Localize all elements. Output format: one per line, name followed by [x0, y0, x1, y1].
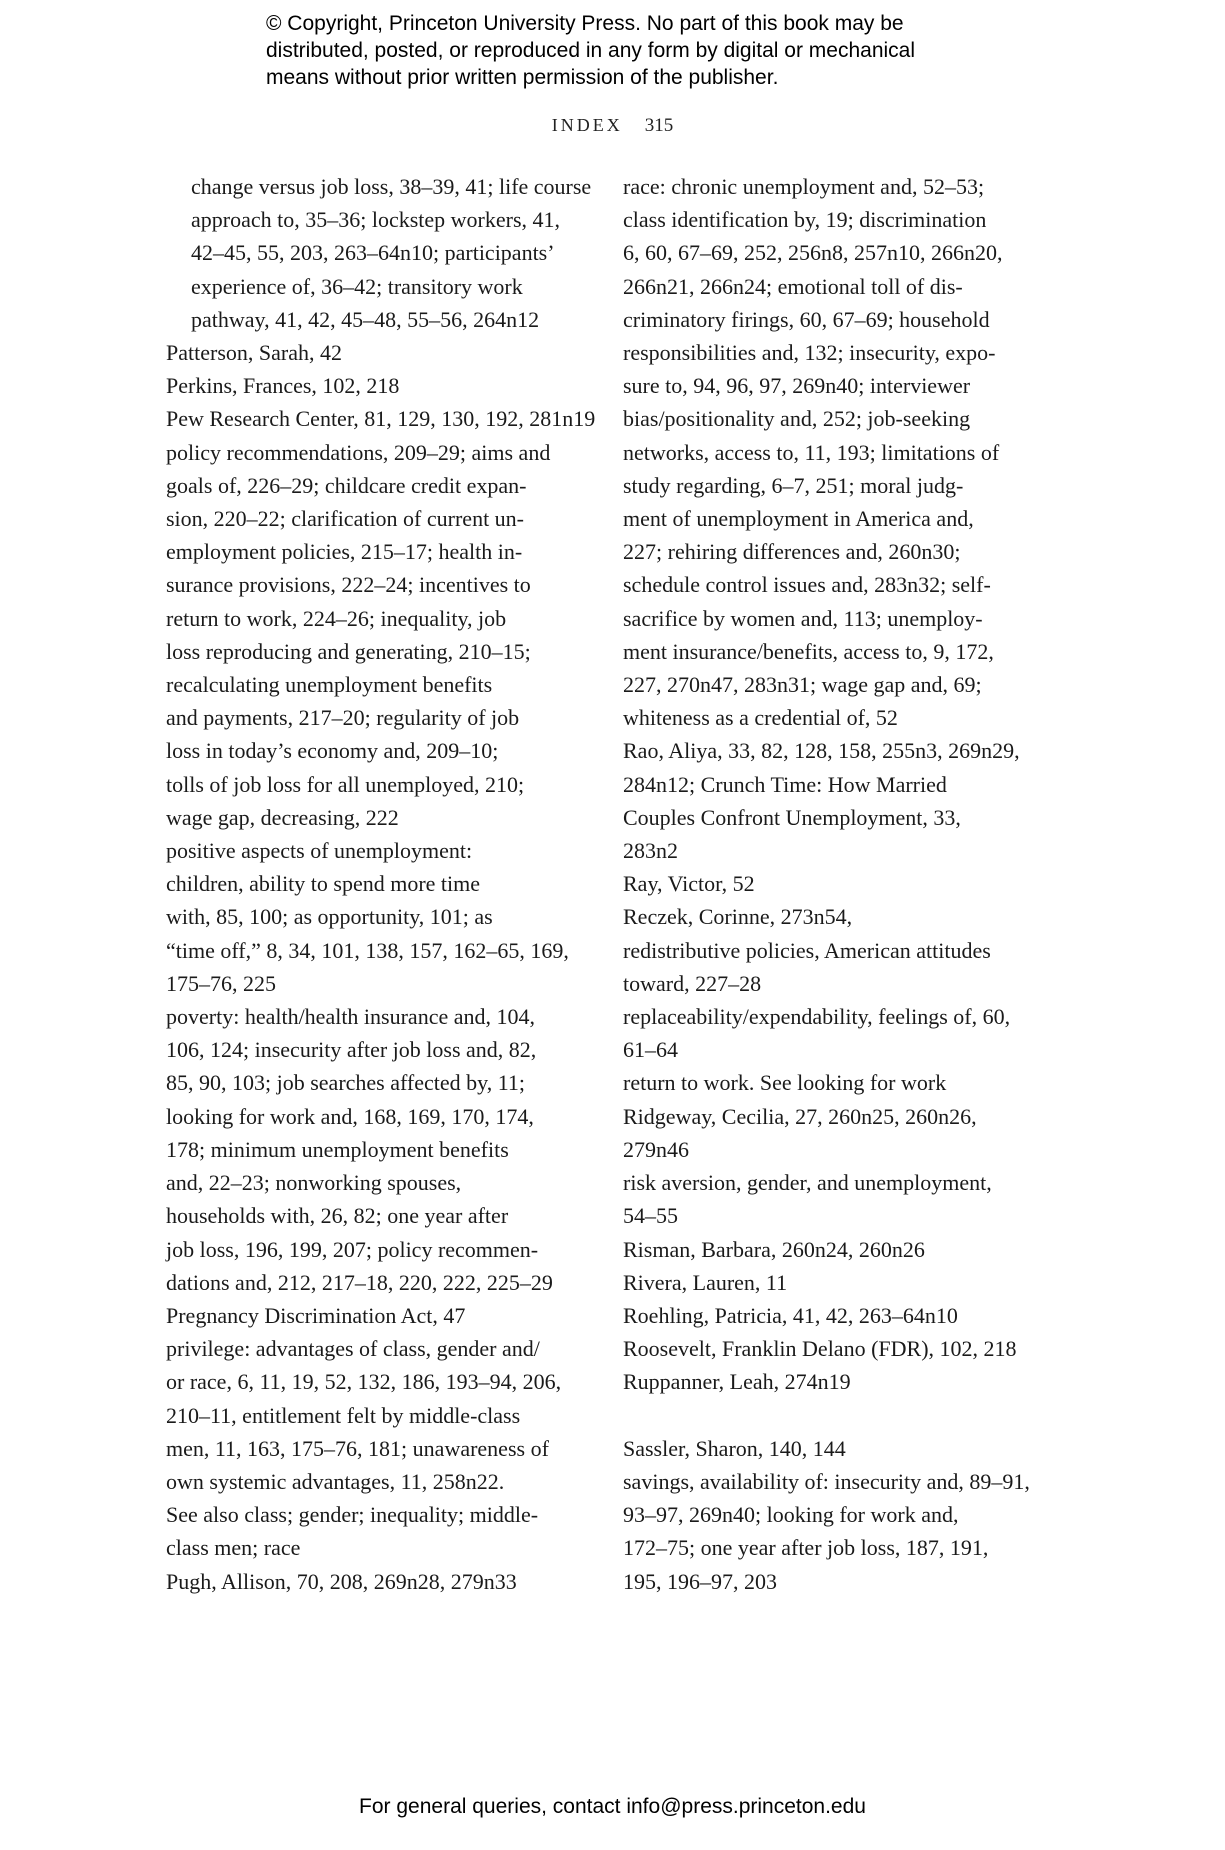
index-entry-line: 93–97, 269n40; looking for work and,: [623, 1502, 959, 1528]
index-entry-line: households with, 26, 82; one year after: [166, 1203, 509, 1229]
index-entry-line: 266n21, 266n24; emotional toll of dis-: [623, 273, 963, 299]
index-entry: [623, 934, 1053, 1000]
copyright-notice: [266, 10, 1026, 91]
index-entry-line: toward, 227–28: [623, 970, 762, 996]
index-entry: [623, 1166, 1053, 1232]
index-entry-line: tolls of job loss for all unemployed, 210;: [166, 771, 525, 797]
index-entry-line: savings, availability of: insecurity and, 89–91,: [623, 1468, 1030, 1494]
index-entry-line: whiteness as a credential of, 52: [623, 705, 898, 731]
index-entry-line: looking for work and, 168, 169, 170, 174,: [166, 1103, 534, 1129]
index-entry-line: 42–45, 55, 203, 263–64n10; participants’: [191, 240, 555, 266]
index-entry-line: Perkins, Frances, 102, 218: [166, 373, 400, 399]
index-entry-line: replaceability/expendability, feelings of, 60,: [623, 1004, 1011, 1030]
index-entry-line: with, 85, 100; as opportunity, 101; as: [166, 904, 493, 930]
index-entry-line: 54–55: [623, 1203, 678, 1229]
index-entry-line: 6, 60, 67–69, 252, 256n8, 257n10, 266n20,: [623, 240, 1003, 266]
index-entry-line: privilege: advantages of class, gender and/: [166, 1336, 540, 1362]
index-entry-line: Roehling, Patricia, 41, 42, 263–64n10: [623, 1302, 958, 1328]
index-entry: [166, 369, 586, 402]
index-entry-line: risk aversion, gender, and unemployment,: [623, 1170, 992, 1196]
index-entry-line: 175–76, 225: [166, 970, 276, 996]
index-entry-line: “time off,” 8, 34, 101, 138, 157, 162–65, 169,: [166, 937, 569, 963]
index-entry: [623, 1233, 1053, 1266]
index-entry-line: job loss, 196, 199, 207; policy recommen-: [166, 1236, 539, 1262]
running-head: [0, 115, 1225, 137]
index-entry-line: recalculating unemployment benefits: [166, 672, 493, 698]
index-entry-line: and, 22–23; nonworking spouses,: [166, 1170, 462, 1196]
index-entry: [623, 1266, 1053, 1299]
index-entry-line: study regarding, 6–7, 251; moral judg-: [623, 472, 964, 498]
index-entry-line: dations and, 212, 217–18, 220, 222, 225–29: [166, 1269, 553, 1295]
letter-section-gap: [623, 1399, 1053, 1432]
index-entry-line: 195, 196–97, 203: [623, 1568, 777, 1594]
index-entry-line: policy recommendations, 209–29; aims and: [166, 439, 551, 465]
index-entry-line: or race, 6, 11, 19, 52, 132, 186, 193–94, 206,: [166, 1369, 562, 1395]
index-entry-line: poverty: health/health insurance and, 104,: [166, 1004, 535, 1030]
index-entry-line: surance provisions, 222–24; incentives to: [166, 572, 531, 598]
index-entry-line: 227, 270n47, 283n31; wage gap and, 69;: [623, 672, 982, 698]
index-entry-line: Pregnancy Discrimination Act, 47: [166, 1302, 466, 1328]
index-entry-line: and payments, 217–20; regularity of job: [166, 705, 520, 731]
index-entry-line: 284n12; Crunch Time: How Married: [623, 771, 947, 797]
index-entry-line: ment insurance/benefits, access to, 9, 172,: [623, 638, 994, 664]
index-entry-line: schedule control issues and, 283n32; self-: [623, 572, 991, 598]
index-entry-line: change versus job loss, 38–39, 41; life course: [191, 174, 592, 199]
index-entry: [166, 170, 592, 336]
index-entry-line: Rivera, Lauren, 11: [623, 1269, 788, 1295]
index-entry-line: Roosevelt, Franklin Delano (FDR), 102, 218: [623, 1336, 1017, 1362]
index-entry-line: 106, 124; insecurity after job loss and, 82,: [166, 1037, 537, 1063]
index-entry-line: Ridgeway, Cecilia, 27, 260n25, 260n26,: [623, 1103, 977, 1129]
index-entry-line: criminatory firings, 60, 67–69; household: [623, 306, 990, 332]
index-column-left: [166, 170, 596, 1598]
index-entry-line: 178; minimum unemployment benefits: [166, 1136, 509, 1162]
index-entry-line: ment of unemployment in America and,: [623, 506, 974, 532]
copyright-line: means without prior written permission of the publisher.: [266, 66, 779, 89]
index-entry-line: Rao, Aliya, 33, 82, 128, 158, 255n3, 269n29,: [623, 738, 1020, 764]
index-entry: [623, 1465, 1053, 1598]
index-entry-line: Couples Confront Unemployment, 33,: [623, 804, 961, 830]
index-entry: [166, 436, 586, 834]
index-entry-line: responsibilities and, 132; insecurity, expo-: [623, 340, 996, 366]
index-entry: [166, 1565, 586, 1598]
index-entry-line: Patterson, Sarah, 42: [166, 340, 342, 366]
index-entry-line: own systemic advantages, 11, 258n22.: [166, 1468, 505, 1494]
index-entry-line: pathway, 41, 42, 45–48, 55–56, 264n12: [191, 306, 540, 332]
running-head-title: INDEX: [551, 115, 623, 135]
index-entry: [623, 1000, 1053, 1066]
index-entry: [623, 734, 1053, 867]
index-entry: [166, 336, 586, 369]
index-entry-line: 279n46: [623, 1136, 689, 1162]
index-entry: [623, 1299, 1053, 1332]
page-number: 315: [644, 115, 674, 136]
index-entry: [166, 1332, 586, 1564]
copyright-line: © Copyright, Princeton University Press. No part of this book may be: [266, 12, 904, 35]
index-entry-line: loss reproducing and generating, 210–15;: [166, 638, 531, 664]
index-entry: [166, 834, 586, 1000]
index-entry-line: return to work. See looking for work: [623, 1070, 947, 1096]
index-entry: [623, 1432, 1053, 1465]
index-entry-line: experience of, 36–42; transitory work: [191, 273, 523, 299]
index-entry: [166, 402, 596, 435]
index-entry-line: Sassler, Sharon, 140, 144: [623, 1435, 846, 1461]
index-entry-line: return to work, 224–26; inequality, job: [166, 605, 507, 631]
index-entry-line: positive aspects of unemployment:: [166, 838, 473, 864]
index-entry: [166, 1000, 586, 1299]
index-entry-line: class identification by, 19; discrimination: [623, 207, 987, 233]
index-entry-line: sion, 220–22; clarification of current un-: [166, 506, 525, 532]
index-entry-line: approach to, 35–36; lockstep workers, 41,: [191, 207, 561, 233]
index-entry-line: Ruppanner, Leah, 274n19: [623, 1369, 851, 1395]
index-entry-line: networks, access to, 11, 193; limitations of: [623, 439, 1000, 465]
index-entry-line: Pew Research Center, 81, 129, 130, 192, 281n19: [166, 406, 596, 432]
index-entry-line: 227; rehiring differences and, 260n30;: [623, 539, 961, 565]
index-entry-line: 85, 90, 103; job searches affected by, 11;: [166, 1070, 526, 1096]
index-entry: [623, 1332, 1053, 1365]
index-entry-line: Reczek, Corinne, 273n54,: [623, 904, 853, 930]
index-entry-line: bias/positionality and, 252; job-seeking: [623, 406, 971, 432]
index-entry-line: See also class; gender; inequality; middle-: [166, 1502, 539, 1528]
index-entry-line: 283n2: [623, 838, 678, 864]
index-entry-line: employment policies, 215–17; health in-: [166, 539, 523, 565]
index-entry-line: redistributive policies, American attitudes: [623, 937, 991, 963]
copyright-line: distributed, posted, or reproduced in any form by digital or mechanical: [266, 39, 916, 62]
index-entry-line: wage gap, decreasing, 222: [166, 804, 399, 830]
index-entry-line: race: chronic unemployment and, 52–53;: [623, 174, 985, 199]
index-entry-line: sacrifice by women and, 113; unemploy-: [623, 605, 983, 631]
index-entry-line: loss in today’s economy and, 209–10;: [166, 738, 499, 764]
index-column-right: [623, 170, 1053, 1598]
index-entry-line: men, 11, 163, 175–76, 181; unawareness of: [166, 1435, 549, 1461]
index-entry-line: Pugh, Allison, 70, 208, 269n28, 279n33: [166, 1568, 517, 1594]
index-entry-line: children, ability to spend more time: [166, 871, 481, 897]
index-entry-line: 210–11, entitlement felt by middle-class: [166, 1402, 521, 1428]
index-entry-line: Ray, Victor, 52: [623, 871, 755, 897]
index-entry: [623, 1100, 1053, 1166]
index-entry-line: class men; race: [166, 1535, 301, 1561]
index-entry: [623, 867, 1053, 900]
index-entry-line: 61–64: [623, 1037, 678, 1063]
index-entry: [623, 900, 1053, 933]
index-entry: [623, 1066, 1053, 1099]
index-entry-line: sure to, 94, 96, 97, 269n40; interviewer: [623, 373, 971, 399]
index-entry: [166, 1299, 586, 1332]
index-entry-line: Risman, Barbara, 260n24, 260n26: [623, 1236, 925, 1262]
index-entry-line: 172–75; one year after job loss, 187, 191,: [623, 1535, 989, 1561]
index-entry: [623, 1365, 1053, 1398]
index-entry: [623, 170, 1053, 734]
footer-contact: For general queries, contact info@press.princeton.edu: [359, 1795, 866, 1818]
index-entry-line: goals of, 226–29; childcare credit expan-: [166, 472, 527, 498]
